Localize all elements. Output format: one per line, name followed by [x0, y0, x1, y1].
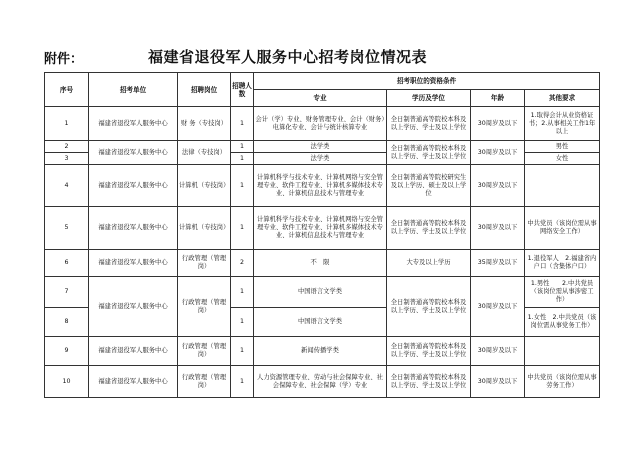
cell-count: 1: [231, 153, 254, 165]
cell-age: 30周岁及以下: [471, 141, 525, 165]
cell-post: 法律（专技岗）: [178, 141, 231, 165]
header-post: 招聘岗位: [178, 73, 231, 107]
cell-post: 行政管理（管理岗）: [178, 250, 231, 277]
table-row: [45, 250, 600, 277]
table-row: [45, 337, 600, 366]
cell-education: 全日制普通高等院校本科及以上学历、学士及以上学位: [387, 366, 471, 398]
cell-unit: 福建省退役军人服务中心: [89, 250, 178, 277]
cell-index: 5: [45, 207, 89, 250]
page-title: 福建省退役军人服务中心招考岗位情况表: [148, 48, 428, 66]
cell-post: 财 务（专技岗）: [178, 107, 231, 141]
header-major: 专业: [254, 90, 387, 107]
cell-count: 1: [231, 141, 254, 153]
cell-major: 法学类: [254, 153, 387, 165]
cell-other: 1.退役军人 2.福建省内户口（含集体户口）: [525, 250, 600, 277]
cell-major: 中国语言文学类: [254, 308, 387, 337]
table-row: [45, 141, 600, 153]
header-qualification-group: 招考职位的资格条件: [254, 73, 600, 90]
table-row: [45, 366, 600, 398]
cell-count: 1: [231, 107, 254, 141]
cell-age: 30周岁及以下: [471, 107, 525, 141]
cell-unit: 福建省退役军人服务中心: [89, 107, 178, 141]
cell-education: 全日制普通高等院校本科及以上学历、学士及以上学位: [387, 337, 471, 366]
cell-major: 计算机科学与技术专业、计算机网络与安全管理专业、软件工程专业、计算机多媒体技术专业、计算机信息技术与管理专业: [254, 165, 387, 207]
cell-post: 行政管理（管理岗）: [178, 337, 231, 366]
cell-count: 1: [231, 337, 254, 366]
cell-other: 中共党员（该岗位需从事网络安全工作）: [525, 207, 600, 250]
header-unit: 招考单位: [89, 73, 178, 107]
cell-count: 1: [231, 207, 254, 250]
table-row: [45, 207, 600, 250]
cell-major: 人力资源管理专业、劳动与社会保障专业、社会保障专业、社会保障（学）专业: [254, 366, 387, 398]
cell-other: 女性: [525, 153, 600, 165]
cell-count: 1: [231, 277, 254, 308]
cell-age: 30周岁及以下: [471, 207, 525, 250]
cell-other: [525, 337, 600, 366]
cell-other: 1.男性 2.中共党员（该岗位需从事涉密工作）: [525, 277, 600, 308]
cell-unit: 福建省退役军人服务中心: [89, 277, 178, 337]
cell-age: 30周岁及以下: [471, 165, 525, 207]
cell-index: 2: [45, 141, 89, 153]
cell-index: 6: [45, 250, 89, 277]
header-count: 招聘人数: [231, 73, 254, 107]
cell-age: 30周岁及以下: [471, 337, 525, 366]
cell-index: 7: [45, 277, 89, 308]
cell-age: 35周岁及以下: [471, 250, 525, 277]
cell-major: 法学类: [254, 141, 387, 153]
attachment-label: 附件：: [44, 52, 84, 67]
cell-education: 全日制普通高等院校本科及以上学历、学士及以上学位: [387, 207, 471, 250]
cell-count: 1: [231, 165, 254, 207]
cell-post: 行政管理（管理岗）: [178, 277, 231, 337]
positions-table: [44, 72, 600, 398]
cell-post: 行政管理（管理岗）: [178, 366, 231, 398]
cell-education: 全日制普通高等院校研究生及以上学历、硕士及以上学位: [387, 165, 471, 207]
cell-unit: 福建省退役军人服务中心: [89, 337, 178, 366]
table-row: [45, 165, 600, 207]
cell-count: 1: [231, 308, 254, 337]
cell-other: 1.取得会计从业资格证书；2.从事相关工作1年以上: [525, 107, 600, 141]
cell-education: 大专及以上学历: [387, 250, 471, 277]
cell-index: 1: [45, 107, 89, 141]
cell-index: 9: [45, 337, 89, 366]
cell-major: 不 限: [254, 250, 387, 277]
cell-major: 新闻传播学类: [254, 337, 387, 366]
cell-unit: 福建省退役军人服务中心: [89, 141, 178, 165]
cell-major: 中国语言文学类: [254, 277, 387, 308]
cell-index: 4: [45, 165, 89, 207]
cell-education: 全日制普通高等院校本科及以上学历、学士及以上学位: [387, 277, 471, 337]
table-row: [45, 107, 600, 141]
cell-index: 3: [45, 153, 89, 165]
cell-other: 男性: [525, 141, 600, 153]
cell-education: 全日制普通高等院校本科及以上学历、学士及以上学位: [387, 107, 471, 141]
header-index: 序号: [45, 73, 89, 107]
cell-other: 1.女性 2.中共党员（该岗位需从事党务工作）: [525, 308, 600, 337]
cell-post: 计算机（专技岗）: [178, 207, 231, 250]
cell-education: 全日制普通高等院校本科及以上学历、学士及以上学位: [387, 141, 471, 165]
document-header: [0, 46, 640, 70]
cell-major: 会计（学）专业、财务管理专业、会计（财务）电算化专业、会计与统计核算专业: [254, 107, 387, 141]
cell-other: 中共党员（该岗位需从事劳务工作）: [525, 366, 600, 398]
cell-count: 1: [231, 366, 254, 398]
header-other: 其他要求: [525, 90, 600, 107]
cell-major: 计算机科学与技术专业、计算机网络与安全管理专业、软件工程专业、计算机多媒体技术专业、计算机信息技术与管理专业: [254, 207, 387, 250]
cell-unit: 福建省退役军人服务中心: [89, 366, 178, 398]
header-education: 学历及学位: [387, 90, 471, 107]
cell-other: [525, 165, 600, 207]
cell-post: 计算机（专技岗）: [178, 165, 231, 207]
header-age: 年龄: [471, 90, 525, 107]
table-row: [45, 277, 600, 308]
cell-age: 30周岁及以下: [471, 366, 525, 398]
cell-unit: 福建省退役军人服务中心: [89, 207, 178, 250]
cell-unit: 福建省退役军人服务中心: [89, 165, 178, 207]
cell-age: 30周岁及以下: [471, 277, 525, 337]
cell-index: 10: [45, 366, 89, 398]
cell-count: 2: [231, 250, 254, 277]
cell-index: 8: [45, 308, 89, 337]
